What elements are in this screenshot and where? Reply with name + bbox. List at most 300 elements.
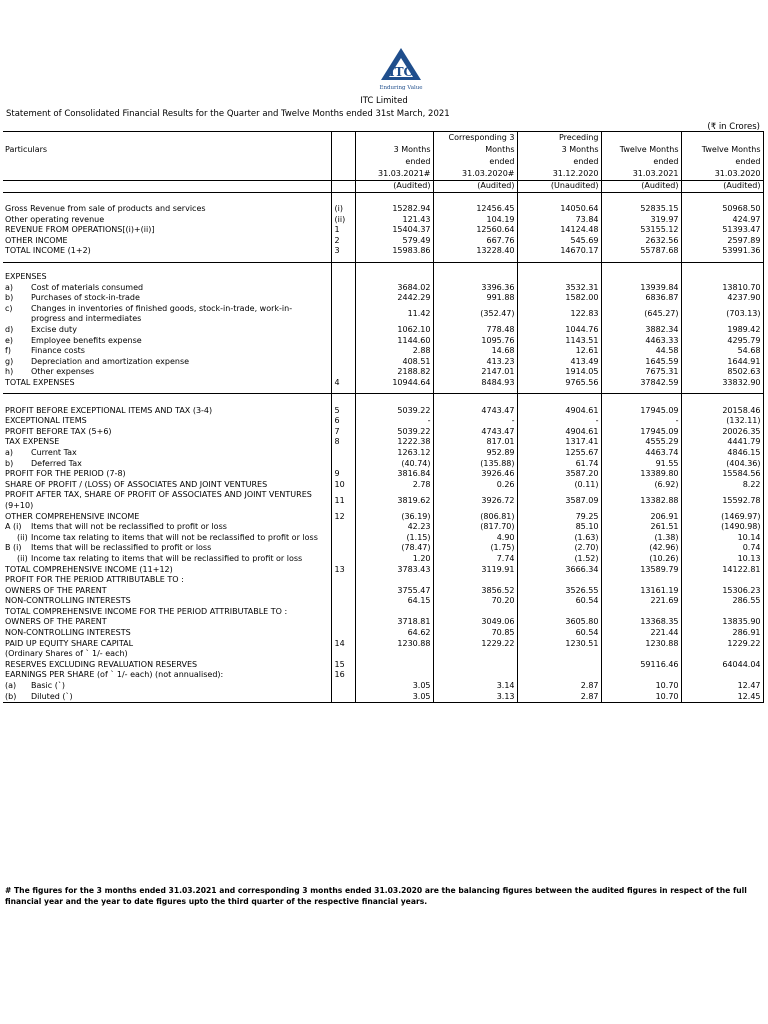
value-cell: 15306.23	[681, 586, 763, 597]
value-cell: 60.54	[517, 628, 601, 639]
row-note	[331, 586, 355, 597]
value-cell: (817.70)	[433, 522, 517, 533]
value-cell	[433, 607, 517, 618]
value-cell: 54.68	[681, 346, 763, 357]
value-cell: (1490.98)	[681, 522, 763, 533]
row-label	[3, 246, 331, 257]
spacer-row	[3, 262, 763, 272]
value-cell: 53155.12	[601, 225, 681, 236]
value-cell	[681, 272, 763, 283]
value-cell: 13810.70	[681, 283, 763, 294]
blank-cell	[355, 192, 433, 204]
row-index: b)	[5, 293, 14, 303]
column-header: Corresponding 3	[433, 132, 517, 144]
row-label	[3, 304, 331, 325]
value-cell: 2632.56	[601, 236, 681, 247]
row-note: (i)	[331, 204, 355, 215]
value-cell: 3119.91	[433, 565, 517, 576]
row-index: (ii)	[17, 553, 28, 563]
row-label	[3, 325, 331, 336]
column-header: ended	[681, 156, 763, 168]
table-row	[3, 437, 763, 448]
value-cell	[517, 575, 601, 586]
value-cell: 4743.47	[433, 427, 517, 438]
table-row	[3, 554, 763, 565]
row-label-text: (Ordinary Shares of ` 1/- each)	[5, 649, 128, 659]
value-cell: 11.42	[355, 304, 433, 325]
value-cell: 2.87	[517, 692, 601, 703]
value-cell: 3926.46	[433, 469, 517, 480]
row-note	[331, 357, 355, 368]
table-row	[3, 416, 763, 427]
row-label-text: OTHER COMPREHENSIVE INCOME	[5, 511, 140, 521]
row-label	[3, 283, 331, 294]
value-cell	[517, 607, 601, 618]
row-index: g)	[5, 356, 14, 366]
value-cell: 10.70	[601, 681, 681, 692]
column-header: Twelve Months	[601, 144, 681, 156]
value-cell: (2.70)	[517, 543, 601, 554]
particulars-header	[3, 156, 331, 168]
note-header	[331, 132, 355, 144]
row-label	[3, 670, 331, 681]
value-cell: 817.01	[433, 437, 517, 448]
table-row	[3, 692, 763, 703]
value-cell: 579.49	[355, 236, 433, 247]
row-label	[3, 607, 331, 618]
value-cell	[517, 272, 601, 283]
column-header: Months	[433, 144, 517, 156]
value-cell: 15282.94	[355, 204, 433, 215]
row-note	[331, 346, 355, 357]
column-header: 31.03.2020#	[433, 168, 517, 181]
value-cell	[433, 660, 517, 671]
row-label	[3, 565, 331, 576]
value-cell	[355, 670, 433, 681]
row-label	[3, 543, 331, 554]
value-cell: 3587.20	[517, 469, 601, 480]
value-cell	[601, 272, 681, 283]
currency-unit: (₹ in Crores)	[707, 122, 760, 132]
header-row	[3, 132, 763, 144]
row-label	[3, 575, 331, 586]
column-header	[681, 132, 763, 144]
table-row	[3, 283, 763, 294]
row-index: (b)	[5, 691, 17, 701]
value-cell: 1222.38	[355, 437, 433, 448]
value-cell: 20158.46	[681, 406, 763, 417]
row-note	[331, 522, 355, 533]
row-index: A (i)	[5, 522, 22, 532]
value-cell: 4295.79	[681, 336, 763, 347]
value-cell: (352.47)	[433, 304, 517, 325]
value-cell: 20026.35	[681, 427, 763, 438]
row-note: 6	[331, 416, 355, 427]
row-index: (a)	[5, 681, 17, 691]
row-note	[331, 336, 355, 347]
value-cell: 3587.09	[517, 490, 601, 511]
row-label-text: Diluted (`)	[31, 691, 73, 701]
row-label-text: Changes in inventories of finished goods, stock-in-trade, work-in-progress and intermediates	[31, 303, 293, 324]
value-cell	[517, 649, 601, 660]
value-cell: 4237.90	[681, 293, 763, 304]
value-cell: 10.70	[601, 692, 681, 703]
value-cell	[601, 575, 681, 586]
row-label	[3, 692, 331, 703]
value-cell: (1.15)	[355, 533, 433, 544]
row-label	[3, 554, 331, 565]
row-note: 16	[331, 670, 355, 681]
table-row	[3, 469, 763, 480]
blank-cell	[601, 394, 681, 406]
blank-cell	[331, 394, 355, 406]
value-cell: 12.61	[517, 346, 601, 357]
row-label	[3, 596, 331, 607]
value-cell: 3816.84	[355, 469, 433, 480]
row-label-text: TOTAL INCOME (1+2)	[5, 246, 91, 256]
column-header: 3 Months	[517, 144, 601, 156]
value-cell: 3049.06	[433, 617, 517, 628]
row-label-text: Deferred Tax	[31, 458, 82, 468]
row-label-text: Current Tax	[31, 447, 77, 457]
table-row	[3, 293, 763, 304]
row-label-text: OWNERS OF THE PARENT	[5, 585, 107, 595]
particulars-header	[3, 168, 331, 181]
blank-cell	[355, 394, 433, 406]
table-row	[3, 246, 763, 257]
logo-tagline: Enduring Value	[379, 85, 423, 91]
table-row	[3, 670, 763, 681]
row-note: 5	[331, 406, 355, 417]
row-label-text: PROFIT BEFORE TAX (5+6)	[5, 426, 112, 436]
value-cell: 12560.64	[433, 225, 517, 236]
row-label-text: NON-CONTROLLING INTERESTS	[5, 628, 131, 638]
value-cell: 3.05	[355, 681, 433, 692]
table-row	[3, 225, 763, 236]
value-cell: 1095.76	[433, 336, 517, 347]
column-header: Preceding	[517, 132, 601, 144]
value-cell: 53991.36	[681, 246, 763, 257]
value-cell: 6836.87	[601, 293, 681, 304]
value-cell	[517, 670, 601, 681]
table-row	[3, 490, 763, 511]
row-note: 8	[331, 437, 355, 448]
row-note: 13	[331, 565, 355, 576]
table-row	[3, 628, 763, 639]
row-index: d)	[5, 325, 14, 335]
value-cell: 13368.35	[601, 617, 681, 628]
table-row	[3, 367, 763, 378]
blank-cell	[331, 181, 355, 193]
row-label-text: Depreciation and amortization expense	[31, 356, 190, 366]
note-header	[331, 168, 355, 181]
value-cell: 91.55	[601, 459, 681, 470]
value-cell: 8.22	[681, 480, 763, 491]
value-cell: 3684.02	[355, 283, 433, 294]
blank-cell	[681, 192, 763, 204]
value-cell: (1.75)	[433, 543, 517, 554]
value-cell: 4743.47	[433, 406, 517, 417]
value-cell: 1062.10	[355, 325, 433, 336]
table-row	[3, 607, 763, 618]
row-index: b)	[5, 458, 14, 468]
row-index: f)	[5, 346, 11, 356]
column-header: Twelve Months	[681, 144, 763, 156]
row-note: 2	[331, 236, 355, 247]
row-note: 4	[331, 378, 355, 389]
table-row	[3, 649, 763, 660]
blank-cell	[433, 394, 517, 406]
value-cell: 3882.34	[601, 325, 681, 336]
value-cell: 4846.15	[681, 448, 763, 459]
value-cell: 104.19	[433, 215, 517, 226]
row-label-text: TOTAL EXPENSES	[5, 378, 75, 387]
row-label-text: NON-CONTROLLING INTERESTS	[5, 596, 131, 606]
table-row	[3, 681, 763, 692]
row-note	[331, 293, 355, 304]
table-row	[3, 427, 763, 438]
value-cell: 2.88	[355, 346, 433, 357]
row-note: 12	[331, 512, 355, 523]
table-row	[3, 236, 763, 247]
row-label-text: RESERVES EXCLUDING REVALUATION RESERVES	[5, 659, 198, 669]
value-cell: 13382.88	[601, 490, 681, 511]
row-label-text: SHARE OF PROFIT / (LOSS) OF ASSOCIATES AND JOINT VENTURES	[5, 479, 268, 489]
row-label-text: PAID UP EQUITY SHARE CAPITAL	[5, 638, 134, 648]
value-cell: 13835.90	[681, 617, 763, 628]
row-label-text: REVENUE FROM OPERATIONS[(i)+(ii)]	[5, 225, 155, 235]
blank-cell	[331, 262, 355, 272]
row-note: 9	[331, 469, 355, 480]
column-header: 3 Months	[355, 144, 433, 156]
value-cell: 4555.29	[601, 437, 681, 448]
value-cell: 3856.52	[433, 586, 517, 597]
value-cell: 1989.42	[681, 325, 763, 336]
value-cell: (6.92)	[601, 480, 681, 491]
row-note	[331, 325, 355, 336]
row-label-text: Income tax relating to items that will be reclassified to profit or loss	[31, 553, 303, 563]
column-header: 31.03.2020	[681, 168, 763, 181]
value-cell: 14670.17	[517, 246, 601, 257]
row-label-text: Items that will not be reclassified to profit or loss	[31, 522, 227, 532]
row-label	[3, 406, 331, 417]
row-label	[3, 681, 331, 692]
value-cell: (404.36)	[681, 459, 763, 470]
table-row	[3, 325, 763, 336]
value-cell: 73.84	[517, 215, 601, 226]
note-header	[331, 144, 355, 156]
value-cell: 1.20	[355, 554, 433, 565]
value-cell	[355, 272, 433, 283]
row-note	[331, 533, 355, 544]
value-cell: 64.62	[355, 628, 433, 639]
value-cell: 667.76	[433, 236, 517, 247]
value-cell	[433, 649, 517, 660]
row-label-text: PROFIT FOR THE PERIOD (7-8)	[5, 469, 126, 479]
value-cell: -	[433, 416, 517, 427]
table-row	[3, 512, 763, 523]
table-row	[3, 272, 763, 283]
value-cell: 1230.88	[355, 639, 433, 650]
value-cell: 424.97	[681, 215, 763, 226]
row-label	[3, 617, 331, 628]
value-cell: 1229.22	[681, 639, 763, 650]
value-cell: 1229.22	[433, 639, 517, 650]
row-label	[3, 533, 331, 544]
blank-cell	[3, 394, 331, 406]
value-cell: 79.25	[517, 512, 601, 523]
table-row	[3, 543, 763, 554]
value-cell: (132.11)	[681, 416, 763, 427]
blank-cell	[433, 262, 517, 272]
value-cell: 12456.45	[433, 204, 517, 215]
value-cell: 3605.80	[517, 617, 601, 628]
value-cell: 13389.80	[601, 469, 681, 480]
row-label-text: Basic (`)	[31, 681, 65, 691]
table-row	[3, 660, 763, 671]
row-label-text: Excise duty	[31, 325, 77, 335]
row-label	[3, 480, 331, 491]
value-cell: 13589.79	[601, 565, 681, 576]
financial-results-table	[3, 131, 764, 703]
value-cell: 121.43	[355, 215, 433, 226]
note-header	[331, 156, 355, 168]
value-cell: 2147.01	[433, 367, 517, 378]
particulars-header: Particulars	[5, 145, 48, 154]
row-label	[3, 437, 331, 448]
value-cell	[433, 272, 517, 283]
value-cell: (1.63)	[517, 533, 601, 544]
blank-cell	[433, 192, 517, 204]
value-cell: (645.27)	[601, 304, 681, 325]
column-header	[355, 132, 433, 144]
table-row	[3, 336, 763, 347]
value-cell	[433, 575, 517, 586]
row-label	[3, 272, 331, 283]
value-cell: 2442.29	[355, 293, 433, 304]
value-cell: 3755.47	[355, 586, 433, 597]
footnote: # The figures for the 3 months ended 31.03.2021 and corresponding 3 months ended 31.03.2020 are the balancing figures between the audited figures in respect of the full financial year and the year to date figures upto the third quarter of the respective financial years.	[5, 886, 747, 906]
value-cell: 3926.72	[433, 490, 517, 511]
value-cell: 4441.79	[681, 437, 763, 448]
blank-cell	[517, 262, 601, 272]
value-cell: 9765.56	[517, 378, 601, 389]
value-cell: 70.85	[433, 628, 517, 639]
table-row	[3, 357, 763, 368]
value-cell: 14.68	[433, 346, 517, 357]
row-note	[331, 692, 355, 703]
row-index: a)	[5, 282, 14, 292]
value-cell: 1044.76	[517, 325, 601, 336]
row-label	[3, 378, 331, 389]
row-index: (ii)	[17, 532, 28, 542]
value-cell: 10944.64	[355, 378, 433, 389]
row-label-text: Income tax relating to items that will not be reclassified to profit or loss	[31, 532, 318, 542]
value-cell: (36.19)	[355, 512, 433, 523]
value-cell: 33832.90	[681, 378, 763, 389]
row-label	[3, 225, 331, 236]
itc-logo	[371, 46, 431, 94]
table-row	[3, 346, 763, 357]
value-cell: 51393.47	[681, 225, 763, 236]
row-note	[331, 543, 355, 554]
value-cell	[433, 670, 517, 681]
row-label	[3, 367, 331, 378]
header-row	[3, 144, 763, 156]
value-cell: (1.38)	[601, 533, 681, 544]
row-note	[331, 448, 355, 459]
table-row	[3, 596, 763, 607]
row-label	[3, 293, 331, 304]
value-cell: 4904.61	[517, 427, 601, 438]
value-cell: 4463.74	[601, 448, 681, 459]
row-label	[3, 427, 331, 438]
value-cell: 59116.46	[601, 660, 681, 671]
value-cell: 3526.55	[517, 586, 601, 597]
row-index: B (i)	[5, 543, 22, 553]
value-cell: 13161.19	[601, 586, 681, 597]
row-label-text: EXPENSES	[5, 272, 47, 282]
row-label-text: Purchases of stock-in-trade	[31, 293, 140, 303]
value-cell: 14124.48	[517, 225, 601, 236]
value-cell: 778.48	[433, 325, 517, 336]
value-cell: 3.14	[433, 681, 517, 692]
table-row	[3, 480, 763, 491]
value-cell: 3783.43	[355, 565, 433, 576]
value-cell: 4904.61	[517, 406, 601, 417]
row-label	[3, 416, 331, 427]
value-cell: 13228.40	[433, 246, 517, 257]
row-label	[3, 639, 331, 650]
value-cell: 1582.00	[517, 293, 601, 304]
value-cell: 1263.12	[355, 448, 433, 459]
blank-cell	[3, 181, 331, 193]
row-label-text: EARNINGS PER SHARE (of ` 1/- each) (not annualised):	[5, 670, 224, 680]
table-row	[3, 378, 763, 389]
value-cell: 545.69	[517, 236, 601, 247]
audit-status: (Audited)	[601, 181, 681, 193]
column-header: 31.03.2021	[601, 168, 681, 181]
value-cell: 991.88	[433, 293, 517, 304]
value-cell: 2597.89	[681, 236, 763, 247]
row-note: 3	[331, 246, 355, 257]
value-cell: 4.90	[433, 533, 517, 544]
value-cell: 15584.56	[681, 469, 763, 480]
value-cell: 12.47	[681, 681, 763, 692]
value-cell: 50968.50	[681, 204, 763, 215]
value-cell: 319.97	[601, 215, 681, 226]
blank-cell	[3, 262, 331, 272]
value-cell	[601, 670, 681, 681]
row-note: 15	[331, 660, 355, 671]
value-cell: 206.91	[601, 512, 681, 523]
value-cell: 42.23	[355, 522, 433, 533]
value-cell: 52835.15	[601, 204, 681, 215]
row-note: 10	[331, 480, 355, 491]
row-note	[331, 607, 355, 618]
table-row	[3, 215, 763, 226]
column-header: 31.12.2020	[517, 168, 601, 181]
value-cell: 15592.78	[681, 490, 763, 511]
row-label	[3, 204, 331, 215]
particulars-header	[3, 132, 331, 144]
row-label-text: Finance costs	[31, 346, 85, 356]
value-cell: 122.83	[517, 304, 601, 325]
row-note: (ii)	[331, 215, 355, 226]
row-label	[3, 469, 331, 480]
row-label	[3, 215, 331, 226]
blank-cell	[3, 192, 331, 204]
